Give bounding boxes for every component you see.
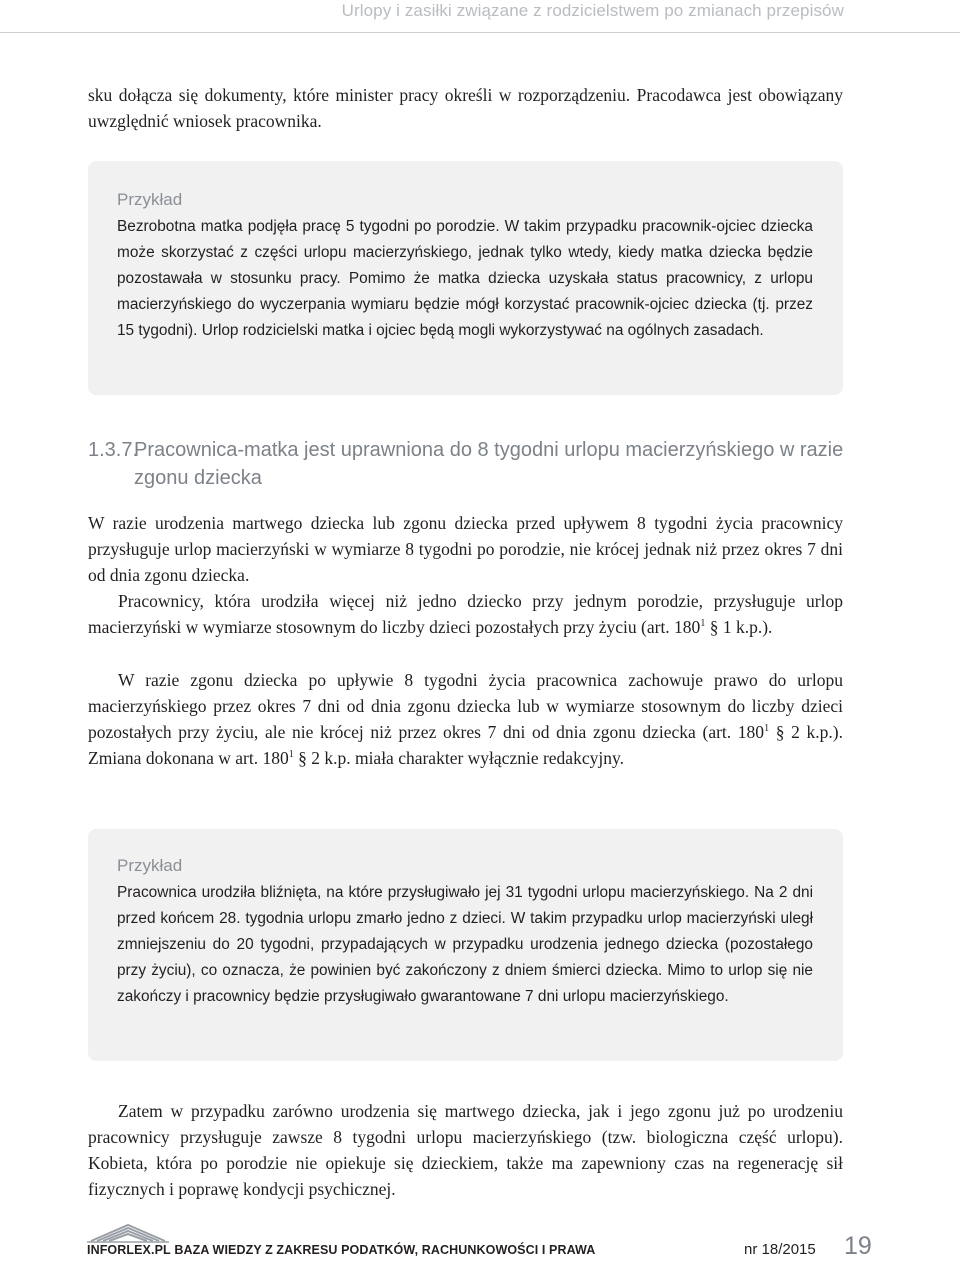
example-text: Pracownica urodziła bliźnięta, na które przysługiwało jej 31 tygodni urlopu macierzyńskiego. Na 2 dni przed końcem 28. tygodnia urlopu zmarło jedno z dzieci. W takim przypadku urlop macierzyński uległ zmniejszeniu do 20 tygodni, przypadających w przypadku urodzenia jednego dziecka (pozostałego przy życiu), co oznacza, że powinien być zakończony z dniem śmierci dziecka. Mimo to urlop się nie zakończy i pracownicy będzie przysługiwało gwarantowane 7 dni urlopu macierzyńskiego. [117,884,813,1005]
p3-text: W razie zgonu dziecka po upływie 8 tygodni życia pracownica zachowuje prawo do urlopu macierzyńskiego przez okres 7 dni od dnia zgonu dziecka lub w wymiarze stosownym do liczby dzieci pozostałych przy życiu, ale nie krócej niż przez okres 7 dni od dnia zgonu dziecka (art. 180 [88,670,843,742]
page-number: 19 [844,1232,872,1260]
footer-brand: INFORLEX.PL [87,1243,171,1257]
p3-superscript-2: 1 [288,749,294,760]
footer-tagline: BAZA WIEDZY Z ZAKRESU PODATKÓW, RACHUNKOWOŚCI I PRAWA [174,1243,596,1257]
closing-text: Zatem w przypadku zarówno urodzenia się martwego dziecka, jak i jego zgonu już po urodzeniu pracownicy przysługuje zawsze 8 tygodni urlopu macierzyńskiego (tzw. biologiczna część urlopu). Kobieta, która po porodzie nie opiekuje się dzieckiem, także ma zapewniony czas na regenerację sił fizycznych i poprawę kondycji psychicznej. [88,1101,843,1199]
p2-superscript: 1 [700,618,706,629]
p3-text-mid: § 2 k.p.). Zmiana dokonana w art. 180 [88,722,844,768]
body-paragraph-3 [88,667,843,771]
p3-superscript-1: 1 [764,723,770,734]
example-text: Bezrobotna matka podjęła pracę 5 tygodni po porodzie. W takim przypadku pracownik-ojciec dziecka może skorzystać z części urlopu macierzyńskiego, jednak tylko wtedy, kiedy matka dziecka będzie pozostawała w stosunku pracy. Pomimo że matka dziecka uzyskała status pracownicy, z urlopu macierzyńskiego do wyczerpania wymiaru będzie mógł korzystać pracownik-ojciec dziecka (tj. przez 15 tygodni). Urlop rodzicielski matka i ojciec będą mogli wykorzystywać na ogólnych zasadach. [117,218,813,339]
example-box-2 [88,829,843,1061]
body-paragraph-1: W razie urodzenia martwego dziecka lub zgonu dziecka przed upływem 8 tygodni życia pracownicy przysługuje urlop macierzyński w wymiarze 8 tygodni po porodzie, nie krócej jednak niż przez okres 7 dni od dnia zgonu dziecka. [88,513,843,585]
footer-line [87,1243,595,1257]
book-logo-icon [85,1221,171,1243]
p2-text: Pracownicy, która urodziła więcej niż jedno dziecko przy jednym porodzie, przysługuje urlop macierzyński w wymiarze stosownym do liczby dzieci pozostałych przy życiu (art. 180 [88,591,843,637]
section-number: 1.3.7. [88,439,139,461]
body-paragraph-2 [88,588,843,640]
p3-text-end: § 2 k.p. miała charakter wyłącznie redakcyjny. [293,748,624,768]
example-heading: Przykład [117,856,183,875]
closing-paragraph [88,1098,843,1202]
footer-issue: nr 18/2015 [744,1241,816,1258]
intro-paragraph: sku dołącza się dokumenty, które minister pracy określi w rozporządzeniu. Pracodawca jest obowiązany uwzględnić wniosek pracownika. [88,85,843,131]
section-title: Pracownica-matka jest uprawniona do 8 tygodni urlopu macierzyńskiego w razie zgonu dziecka [134,439,844,489]
running-header [0,0,960,33]
p2-text-end: § 1 k.p.). [705,617,773,637]
example-box-1 [88,161,843,395]
example-heading: Przykład [117,190,183,209]
running-title: Urlopy i zasiłki związane z rodzicielstwem po zmianach przepisów [341,1,844,20]
